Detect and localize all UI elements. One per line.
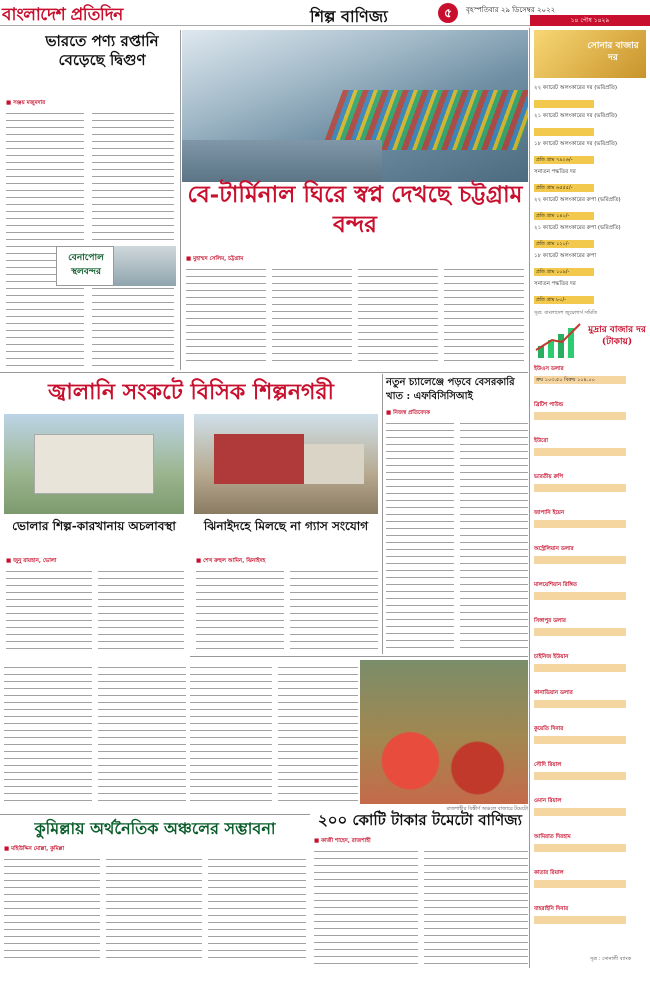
currency-rate: [534, 484, 626, 492]
body-text: [314, 848, 418, 966]
headline: কুমিল্লায় অর্থনৈতিক অঞ্চলের সম্ভাবনা: [34, 819, 276, 838]
body-text: [196, 568, 284, 652]
currency-name: কুয়েতি দিনার: [534, 726, 564, 732]
currency-chart-graphic: [534, 320, 584, 360]
page-number: ৫: [438, 3, 458, 23]
issue-date-bangla: ১৪ পৌষ ১৪২৯: [530, 15, 650, 26]
currency-rate: [534, 592, 626, 600]
gold-item-name: ২২ ক্যারেট অলংকারের রুপা (ভরিপ্রতি): [534, 197, 621, 203]
energy-continued: [2, 660, 186, 810]
section-title: শিল্প বাণিজ্য: [310, 7, 388, 26]
article-bscic-energy: [2, 374, 380, 654]
body-text: [290, 568, 378, 652]
currency-name: ভারতীয় রুপি: [534, 474, 564, 480]
divider: [190, 656, 528, 657]
currency-rate: ক্রয় ১০৩.৫০ বিক্রয় ১০৪.০০: [534, 376, 626, 384]
newspaper-logo: বাংলাদেশ প্রতিদিন: [2, 5, 123, 25]
currency-source: সূত্র : সোনালী ব্যাংক: [590, 956, 632, 962]
sidebar-market-rates: [530, 28, 650, 968]
subheadline-jhenaidah: ঝিনাইদহে মিলছে না গ্যাস সংযোগ: [203, 519, 369, 533]
currency-rate: [534, 772, 626, 780]
currency-name: বাহরাইনি দিনার: [534, 906, 569, 912]
body-text: [386, 420, 454, 650]
divider: [0, 372, 528, 373]
bhola-factory-photo: [4, 414, 184, 514]
body-text: [460, 420, 528, 650]
currency-rate: [534, 844, 626, 852]
gold-item-price: [534, 128, 594, 136]
currency-rate: [534, 520, 626, 528]
currency-rate: [534, 556, 626, 564]
gold-item-price: প্রতি গ্রাম ১২০/-: [534, 240, 594, 248]
gold-item-price: প্রতি গ্রাম ৮০/-: [534, 296, 594, 304]
currency-name: মালয়েশিয়ান রিঙ্গিত: [534, 582, 578, 588]
divider: [382, 374, 383, 654]
gold-item-name: ২১ ক্যারেট অলংকারের রুপা (ভরিপ্রতি): [534, 225, 621, 231]
currency-rate: [534, 412, 626, 420]
growth-chart-icon: [534, 320, 584, 360]
body-text: [4, 664, 92, 804]
tomato-photo: [360, 660, 528, 804]
body-text: [424, 848, 528, 966]
currency-rate: [534, 736, 626, 744]
inset-label: বেনাপোল স্থলবন্দর: [68, 253, 104, 277]
byline: ■ নিজস্ব প্রতিবেদক: [386, 410, 430, 416]
body-text: [208, 856, 306, 964]
currency-name: ওমান রিয়াল: [534, 798, 562, 804]
currency-name: ব্রিটিশ পাউন্ড: [534, 402, 564, 408]
currency-rate: [534, 448, 626, 456]
gold-item-price: [534, 100, 594, 108]
gold-title: সোনার বাজার দর: [587, 41, 639, 63]
article-india-export: [2, 30, 178, 370]
gold-source: সূত্র: বাংলাদেশ জুয়েলার্স সমিতি: [534, 310, 598, 316]
byline: ■ কাজী শাহেদ, রাজশাহী: [314, 838, 371, 844]
body-text: [444, 266, 524, 366]
body-text: [6, 568, 92, 652]
headline: ভারতে পণ্য রপ্তানি বেড়েছে দ্বিগুণ: [45, 32, 159, 69]
article-tomato-text: [190, 660, 358, 810]
currency-name: চাইনিজ ইউয়ান: [534, 654, 569, 660]
currency-title: মুদ্রার বাজার দর (টাকায়): [588, 325, 646, 347]
article-tomato-lower: [312, 810, 528, 970]
headline: নতুন চ্যালেঞ্জে পড়বে বেসরকারি খাত : এফবিসিসিআই: [386, 377, 515, 402]
article-fbcci: [386, 374, 528, 654]
jhenaidah-factory-photo: [194, 414, 378, 514]
gold-item-name: সনাতন পদ্ধতির দর: [534, 169, 576, 175]
gold-item-price: প্রতি গ্রাম ১০৯/-: [534, 268, 594, 276]
byline: ■ শেখ রুহুল আমিন, ঝিনাইদহ: [196, 558, 266, 564]
gold-item-name: ১৮ ক্যারেট অলংকারের রুপা: [534, 253, 597, 259]
currency-name: সৌদি রিয়াল: [534, 762, 562, 768]
byline: ■ সঞ্জয় মজুমদার: [6, 100, 46, 106]
currency-name: কাতার রিয়াল: [534, 870, 564, 876]
currency-name: অস্ট্রেলিয়ান ডলার: [534, 546, 574, 552]
photo-caption: রাজশাহীর বিস্তীর্ণ অঞ্চলে বাজারে টমেটো: [446, 806, 528, 812]
currency-rate: [534, 916, 626, 924]
headline: জ্বালানি সংকটে বিসিক শিল্পনগরী: [48, 379, 334, 405]
body-text: [98, 568, 184, 652]
divider: [180, 30, 181, 370]
article-bay-terminal: [182, 30, 528, 370]
body-text: [358, 266, 438, 366]
divider: [0, 814, 310, 815]
currency-name: সিঙ্গাপুর ডলার: [534, 618, 566, 624]
body-text: [6, 110, 84, 366]
subheadline-bhola: ভোলার শিল্প-কারখানায় অচলাবস্থা: [12, 519, 176, 533]
gold-item-name: ২২ ক্যারেট অলংকারের দর (ভরিপ্রতি): [534, 85, 618, 91]
gold-item-name: ২১ ক্যারেট অলংকারের দর (ভরিপ্রতি): [534, 113, 618, 119]
masthead: [0, 0, 650, 26]
gold-item-price: প্রতি গ্রাম ৬৫৫৫/-: [534, 184, 594, 192]
currency-name: আমিরাত দিরহাম: [534, 834, 571, 840]
gold-item-name: ১৮ ক্যারেট অলংকারের দর (ভরিপ্রতি): [534, 141, 618, 147]
body-text: [272, 266, 352, 366]
truck-photo: [114, 246, 176, 286]
body-text: [106, 856, 202, 964]
gold-item-price: প্রতি গ্রাম ১৪০/-: [534, 212, 594, 220]
port-photo: [182, 30, 528, 182]
currency-rate: [534, 664, 626, 672]
body-text: [92, 110, 174, 366]
gold-item-price: প্রতি গ্রাম ৭৯২৬/-: [534, 156, 594, 164]
body-text: [186, 266, 266, 366]
body-text: [190, 664, 272, 804]
byline: ■ জুনু রায়হান, ভোলা: [6, 558, 57, 564]
headline: বে-টার্মিনাল ঘিরে স্বপ্ন দেখছে চট্টগ্রাম বন্দর: [187, 181, 523, 238]
body-text: [98, 664, 186, 804]
inset-box: [56, 246, 114, 286]
currency-rate: [534, 808, 626, 816]
currency-name: ইউরো: [534, 438, 548, 444]
gold-header: [534, 30, 646, 78]
currency-name: জাপানি ইয়েন: [534, 510, 565, 516]
currency-name: ইউএস ডলার: [534, 366, 564, 372]
issue-date: বৃহস্পতিবার ২৯ ডিসেম্বর ২০২২: [466, 6, 556, 14]
headline: ২০০ কোটি টাকার টমেটো বাণিজ্য: [317, 811, 523, 829]
currency-name: কানাডিয়ান ডলার: [534, 690, 573, 696]
byline: ■ মহিউদ্দিন মোল্লা, কুমিল্লা: [4, 846, 65, 852]
currency-rate: [534, 700, 626, 708]
byline: ■ মুহাম্মদ সেলিম, চট্টগ্রাম: [186, 256, 244, 262]
body-text: [278, 664, 358, 804]
currency-rate: [534, 628, 626, 636]
body-text: [4, 856, 100, 964]
gold-item-name: সনাতন পদ্ধতির দর: [534, 281, 576, 287]
article-cumilla: [2, 816, 308, 968]
currency-rate: [534, 880, 626, 888]
